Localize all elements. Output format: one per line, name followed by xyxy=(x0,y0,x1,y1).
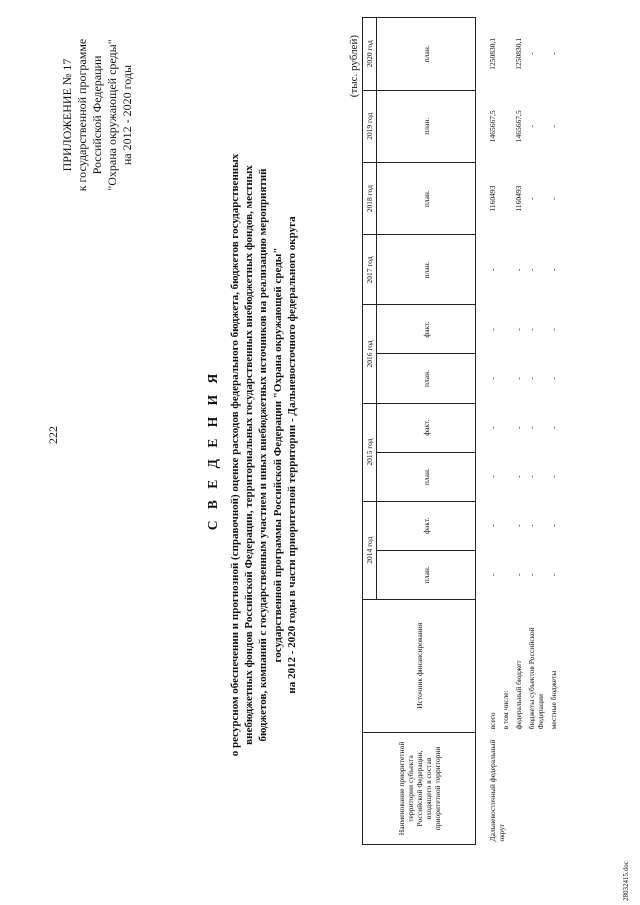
header-plan: план. xyxy=(377,550,476,599)
value-cell: - xyxy=(527,426,536,429)
table-row xyxy=(486,18,499,845)
header-plan: план. xyxy=(377,235,476,305)
value-cell: - xyxy=(549,125,558,128)
value-cell xyxy=(499,162,512,234)
value-cell: - xyxy=(514,524,523,527)
value-cell: 1160493 xyxy=(514,185,523,212)
value-cell: - xyxy=(549,475,558,478)
value-cell xyxy=(499,354,512,403)
value-cell: - xyxy=(549,52,558,56)
value-cell: - xyxy=(514,377,523,380)
value-cell xyxy=(499,90,512,162)
value-cell: - xyxy=(549,197,558,200)
page-number: 222 xyxy=(46,426,60,444)
value-cell: - xyxy=(488,268,497,272)
appendix-block xyxy=(60,15,135,215)
header-fact: факт. xyxy=(377,305,476,354)
table-row xyxy=(512,18,525,845)
value-cell: - xyxy=(527,268,536,272)
header-plan: план. xyxy=(377,452,476,501)
value-cell xyxy=(499,18,512,91)
value-cell: - xyxy=(549,573,558,576)
footer-filename: 28032415.doc xyxy=(622,861,630,901)
value-cell: 1250830,1 xyxy=(488,37,497,70)
header-territory: Наименование приоритетной территории субъекта Российской Федерации, входящего в состав приоритетной территории xyxy=(363,732,476,844)
header-fact: факт. xyxy=(377,403,476,452)
value-cell: 1465667,5 xyxy=(488,110,497,143)
appendix-line: "Охрана окружающей среды" xyxy=(105,39,119,191)
description-line: на 2012 - 2020 годы в части приоритетной территории - Дальневосточного федерального округа xyxy=(285,216,298,694)
value-cell: - xyxy=(527,328,536,331)
header-plan: план. xyxy=(377,18,476,91)
appendix-line: на 2012 - 2020 годы xyxy=(120,64,134,166)
appendix-line: к государственной программе xyxy=(75,38,89,192)
value-cell: - xyxy=(488,524,497,527)
appendix-line: ПРИЛОЖЕНИЕ № 17 xyxy=(60,58,74,172)
document-title: С В Е Д Е Н И Я xyxy=(205,369,220,531)
value-cell: - xyxy=(549,268,558,272)
description-line: государственной программы Российской Федерации "Охрана окружающей среды" xyxy=(271,247,284,663)
value-cell: - xyxy=(549,328,558,331)
header-year: 2019 год xyxy=(363,90,377,162)
header-year: 2017 год xyxy=(363,235,377,305)
header-plan: план. xyxy=(377,354,476,403)
description-line: бюджетов, компаний с государственным участием и иных внебюджетных источников на реализацию мероприятий xyxy=(257,168,270,742)
value-cell xyxy=(499,403,512,452)
value-cell: - xyxy=(527,52,536,56)
header-source: Источник финансирования xyxy=(363,599,476,732)
source-cell: местные бюджеты xyxy=(549,670,558,730)
value-cell: 1465667,5 xyxy=(514,110,523,143)
value-cell: - xyxy=(514,475,523,478)
value-cell: - xyxy=(527,197,536,200)
source-cell: в том числе: xyxy=(501,690,510,730)
value-cell xyxy=(499,452,512,501)
header-year: 2020 год xyxy=(363,18,377,91)
header-plan: план. xyxy=(377,162,476,234)
value-cell: - xyxy=(488,377,497,380)
value-cell: - xyxy=(527,573,536,576)
value-cell: - xyxy=(549,377,558,380)
value-cell: - xyxy=(514,268,523,272)
value-cell: - xyxy=(527,377,536,380)
source-cell: федеральный бюджет xyxy=(514,660,523,730)
value-cell: - xyxy=(488,475,497,478)
value-cell: - xyxy=(488,573,497,576)
header-plan: план. xyxy=(377,90,476,162)
header-year: 2016 год xyxy=(363,305,377,403)
value-cell xyxy=(499,501,512,550)
value-cell: - xyxy=(549,426,558,429)
value-cell: 1160493 xyxy=(488,185,497,212)
table-row xyxy=(525,18,547,845)
description-line: внебюджетных фондов Российской Федерации, территориальных государственных внебюджетных фондов, местных xyxy=(243,165,256,745)
value-cell: - xyxy=(514,328,523,331)
description-line: о ресурсном обеспечении и прогнозной (справочной) оценке расходов федерального бюджета, бюджетов государственных xyxy=(229,153,241,757)
source-cell: всего xyxy=(488,712,497,730)
value-cell: - xyxy=(549,524,558,527)
header-year: 2015 год xyxy=(363,403,377,501)
header-year: 2018 год xyxy=(363,162,377,234)
header-fact: факт. xyxy=(377,501,476,550)
value-cell: - xyxy=(527,475,536,478)
appendix-line: Российской Федерации xyxy=(90,55,104,175)
value-cell: 1250830,1 xyxy=(514,37,523,70)
value-cell: - xyxy=(488,328,497,331)
value-cell: - xyxy=(514,573,523,576)
value-cell xyxy=(499,550,512,599)
unit-label: (тыс. рублей) xyxy=(348,35,360,98)
financing-table xyxy=(362,17,560,845)
territory-name: Дальневосточный федеральный округ xyxy=(488,739,506,842)
table-row xyxy=(547,18,560,845)
value-cell xyxy=(499,235,512,305)
document-description xyxy=(228,65,299,845)
value-cell: - xyxy=(527,524,536,527)
header-year: 2014 год xyxy=(363,501,377,599)
value-cell xyxy=(499,305,512,354)
value-cell: - xyxy=(488,426,497,429)
value-cell: - xyxy=(527,125,536,128)
source-cell: бюджеты субъектов Российской Федерации xyxy=(527,627,545,730)
table-row xyxy=(499,18,512,845)
value-cell: - xyxy=(514,426,523,429)
